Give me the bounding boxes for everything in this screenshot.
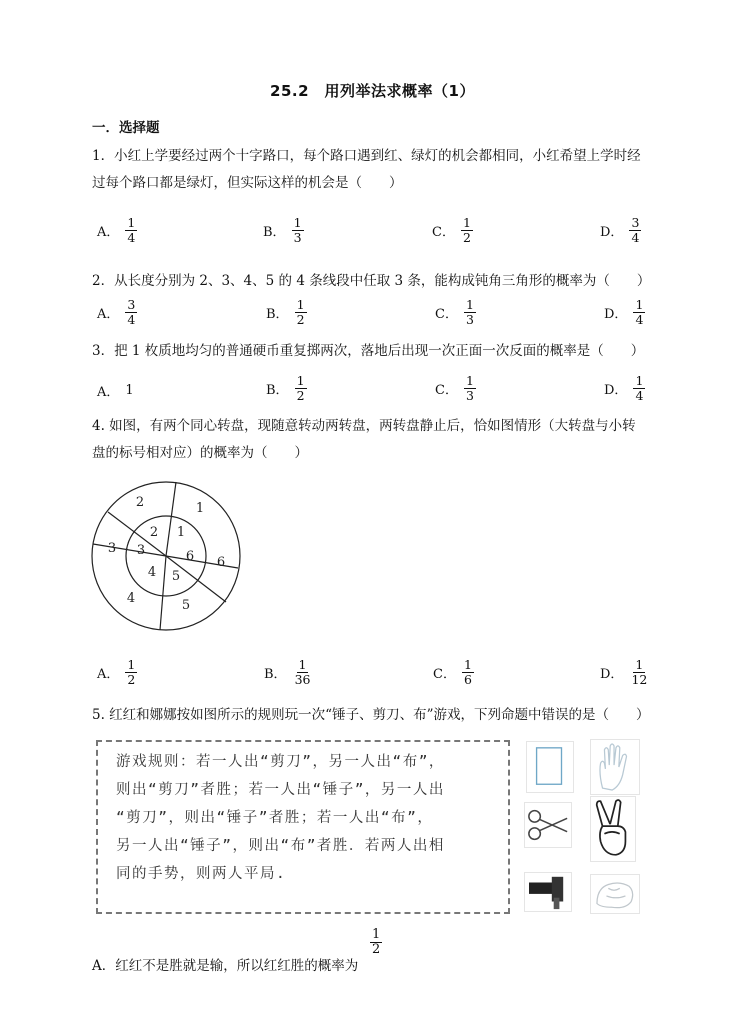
q5-option-a-fraction xyxy=(370,928,382,957)
option-label: D． xyxy=(604,383,628,398)
rule-line: 另一人出“锤子”，则出“布”者胜．若两人出相 xyxy=(116,838,445,854)
fraction: $\frac{1}{2}$ xyxy=(127,657,136,687)
q1-option-a[interactable] xyxy=(97,216,137,245)
question-2 xyxy=(92,268,662,295)
victory-hand-icon xyxy=(590,796,636,862)
fraction: $\frac{1}{2}$ xyxy=(462,215,471,245)
divider-line xyxy=(166,556,238,568)
open-hand-icon xyxy=(590,739,640,795)
rule-line: “剪刀”，则出“锤子”者胜；若一人出“布”， xyxy=(116,810,434,826)
inner-label: 5 xyxy=(171,569,181,584)
divider-line xyxy=(93,544,166,556)
q3-option-b[interactable] xyxy=(266,374,307,403)
q2-option-d[interactable] xyxy=(604,298,645,327)
fraction-denominator: 2 xyxy=(372,942,381,957)
section-heading: 一．选择题 xyxy=(92,120,160,136)
fraction: $\frac{1}{3}$ xyxy=(465,297,474,327)
q1-option-c[interactable] xyxy=(432,216,473,245)
option-label: D． xyxy=(604,307,628,322)
option-label: C． xyxy=(433,667,456,682)
option-label: A． xyxy=(97,385,120,400)
paper-icon xyxy=(526,741,574,793)
fraction: $\frac{1}{6}$ xyxy=(463,657,472,687)
outer-label: 6 xyxy=(216,555,226,570)
question-1 xyxy=(92,143,662,197)
divider-line xyxy=(160,556,166,630)
game-rules-text xyxy=(116,748,496,888)
q4-option-c[interactable] xyxy=(433,658,474,687)
question-5-line-1: 5. 红红和娜娜按如图所示的规则玩一次“锤子、剪刀、布”游戏，下列命题中错误的是（ ） xyxy=(92,707,650,723)
inner-label: 2 xyxy=(149,525,159,540)
question-2-line-1: 2．从长度分别为 2、3、4、5 的 4 条线段中任取 3 条，能构成钝角三角形的概率为（ ） xyxy=(92,273,651,289)
option-label: A． xyxy=(97,225,120,240)
hammer-icon xyxy=(524,872,572,912)
fraction: $\frac{1}{3}$ xyxy=(293,215,302,245)
fist-icon xyxy=(590,874,640,914)
option-label: B． xyxy=(266,307,289,322)
q2-option-b[interactable] xyxy=(266,298,307,327)
question-4-line-2: 盘的标号相对应）的概率为（ ） xyxy=(92,445,308,461)
q4-option-b[interactable] xyxy=(264,658,312,687)
fraction-numerator: 1 xyxy=(372,927,381,942)
rule-line: 同的手势，则两人平局. xyxy=(116,866,287,882)
fraction: $\frac{1}{36}$ xyxy=(294,657,311,687)
option-label: A． xyxy=(97,307,120,322)
question-4-line-1: 4. 如图，有两个同心转盘，现随意转动两转盘，两转盘静止后，恰如图情形（大转盘与小转 xyxy=(92,418,636,434)
page-title: 25.2 用列举法求概率（1） xyxy=(270,82,475,100)
question-1-line-2: 过每个路口都是绿灯，但实际这样的机会是（ ） xyxy=(92,175,403,191)
concentric-spinner-diagram xyxy=(88,478,248,638)
outer-label: 4 xyxy=(126,591,136,606)
question-4 xyxy=(92,413,662,467)
inner-label: 3 xyxy=(136,543,146,558)
q2-option-c[interactable] xyxy=(435,298,476,327)
fraction: $\frac{3}{4}$ xyxy=(127,297,136,327)
question-3-line-1: 3．把 1 枚质地均匀的普通硬币重复掷两次，落地后出现一次正面一次反面的概率是（ ） xyxy=(92,343,645,359)
option-label: B． xyxy=(266,383,289,398)
q3-option-d[interactable] xyxy=(604,374,645,403)
fraction: $\frac{1}{4}$ xyxy=(635,373,644,403)
question-5 xyxy=(92,702,662,729)
option-label: B． xyxy=(263,225,286,240)
outer-label: 5 xyxy=(181,598,191,613)
fraction: $\frac{1}{2}$ xyxy=(296,373,305,403)
fraction: $\frac{1}{3}$ xyxy=(465,373,474,403)
divider-line xyxy=(166,482,176,556)
inner-label: 6 xyxy=(185,549,195,564)
fraction: $\frac{1}{12}$ xyxy=(631,657,648,687)
scissors-icon xyxy=(524,802,572,848)
fraction: $\frac{1}{2}$ xyxy=(296,297,305,327)
q3-option-a[interactable] xyxy=(97,381,134,400)
fraction: $\frac{1}{4}$ xyxy=(127,215,136,245)
inner-label: 1 xyxy=(176,525,186,540)
q4-option-d[interactable] xyxy=(600,658,649,687)
q4-option-a[interactable] xyxy=(97,658,137,687)
fraction: $\frac{1}{4}$ xyxy=(635,297,644,327)
rule-line: 则出“剪刀”者胜；若一人出“锤子”，另一人出 xyxy=(116,782,445,798)
option-label: A． xyxy=(97,667,120,682)
option-label: D． xyxy=(600,667,624,682)
q5-option-a[interactable]: A．红红不是胜就是输，所以红红胜的概率为 xyxy=(92,958,359,974)
question-3 xyxy=(92,338,662,365)
q1-option-b[interactable] xyxy=(263,216,304,245)
inner-label: 4 xyxy=(147,565,157,580)
q2-option-a[interactable] xyxy=(97,298,137,327)
outer-label: 1 xyxy=(195,501,205,516)
outer-label: 2 xyxy=(135,495,145,510)
option-label: B． xyxy=(264,667,287,682)
fraction: $\frac{3}{4}$ xyxy=(631,215,640,245)
rule-line: 游戏规则：若一人出“剪刀”，另一人出“布”， xyxy=(116,754,445,770)
q3-option-c[interactable] xyxy=(435,374,476,403)
option-value: 1 xyxy=(125,383,134,398)
question-1-line-1: 1．小红上学要经过两个十字路口，每个路口遇到红、绿灯的机会都相同，小红希望上学时经 xyxy=(92,148,641,164)
option-label: D． xyxy=(600,225,624,240)
q1-option-d[interactable] xyxy=(600,216,641,245)
option-label: C． xyxy=(432,225,455,240)
outer-label: 3 xyxy=(107,541,117,556)
option-label: C． xyxy=(435,307,458,322)
option-label: C． xyxy=(435,383,458,398)
